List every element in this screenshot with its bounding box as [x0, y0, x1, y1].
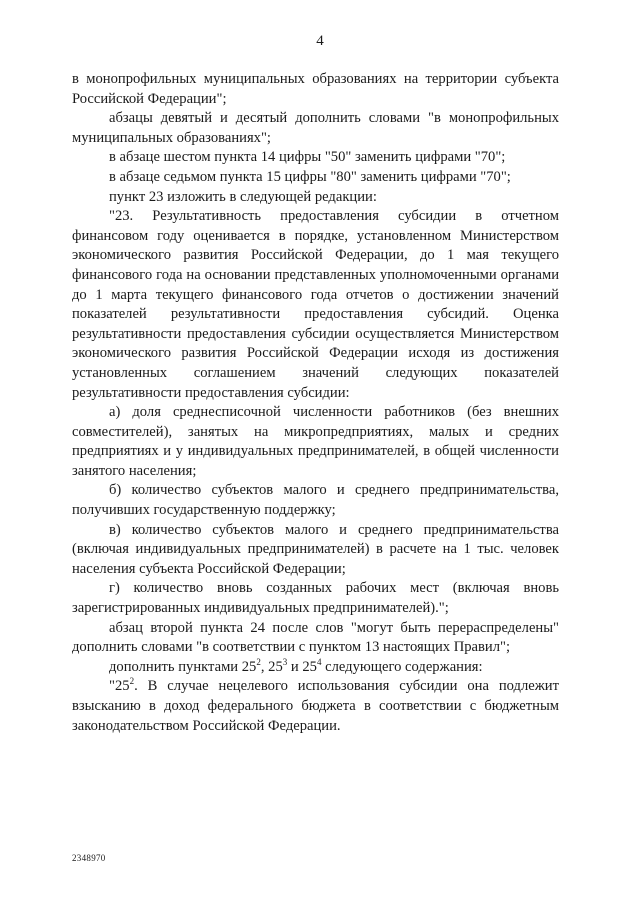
- supplement-sep-2: и 25: [287, 658, 317, 675]
- paragraph: в абзаце седьмом пункта 15 цифры "80" заменить цифрами "70";: [109, 168, 511, 185]
- paragraph: пункт 23 изложить в следующей редакции:: [109, 188, 377, 205]
- supplement-sup-3: 4: [316, 656, 322, 667]
- point-25-2-prefix: "25: [109, 678, 130, 695]
- paragraph: "23. Результативность предоставления субсидии в отчетном финансовом году оценивается в порядке, установленном Министерством экономического развития Российской Федерации, до 1 мая текущего финансового года на основании представленных уполномоченными органами до 1 марта текущего финансового года отчетов о достижении значений показателей результативности предоставления субсидий. Оценка результативности предоставления субсидии осуществляется Министерством экономического развития Российской Федерации исходя из достижения установленных соглашением значений следующих показателей результативности предоставления субсидии:: [72, 208, 559, 401]
- point-25-2-text: . В случае нецелевого использования субсидии она подлежит взысканию в доход федерального бюджета в соответствии с бюджетным законодательством Российской Федерации.: [72, 678, 559, 734]
- paragraph: г) количество вновь созданных рабочих мест (включая вновь зарегистрированных индивидуальных предпринимателей).";: [72, 580, 559, 617]
- point-25-2-paragraph: [72, 677, 559, 736]
- document-body: [72, 70, 559, 736]
- paragraph: б) количество субъектов малого и среднего предпринимательства, получивших государственную поддержку;: [72, 482, 559, 519]
- page-number: 4: [316, 33, 324, 49]
- paragraph: в) количество субъектов малого и среднего предпринимательства (включая индивидуальных предпринимателей) в расчете на 1 тыс. человек населения субъекта Российской Федерации;: [72, 521, 559, 577]
- paragraph: абзац второй пункта 24 после слов "могут быть перераспределены" дополнить словами "в соответствии с пунктом 13 настоящих Правил";: [72, 619, 559, 656]
- point-25-2-sup: 2: [129, 676, 135, 687]
- supplement-sep-1: , 25: [260, 658, 283, 675]
- paragraph: в абзаце шестом пункта 14 цифры "50" заменить цифрами "70";: [109, 149, 506, 166]
- paragraph: в монопрофильных муниципальных образованиях на территории субъекта Российской Федерации";: [72, 71, 559, 107]
- paragraph: абзацы девятый и десятый дополнить словами "в монопрофильных муниципальных образованиях";: [72, 110, 559, 146]
- supplement-suffix: следующего содержания:: [321, 658, 483, 675]
- supplement-sup-1: 2: [256, 656, 261, 667]
- paragraph: а) доля среднесписочной численности работников (без внешних совместителей), занятых на микропредприятиях, малых и средних предприятиях и у индивидуальных предпринимателей, в общей численности занятого населения;: [72, 404, 559, 479]
- supplement-paragraph: [72, 658, 559, 678]
- document-code: 2348970: [72, 853, 106, 863]
- paragraph-list: [72, 70, 559, 658]
- supplement-sup-2: 3: [282, 656, 288, 667]
- supplement-prefix: дополнить пунктами 25: [109, 658, 257, 675]
